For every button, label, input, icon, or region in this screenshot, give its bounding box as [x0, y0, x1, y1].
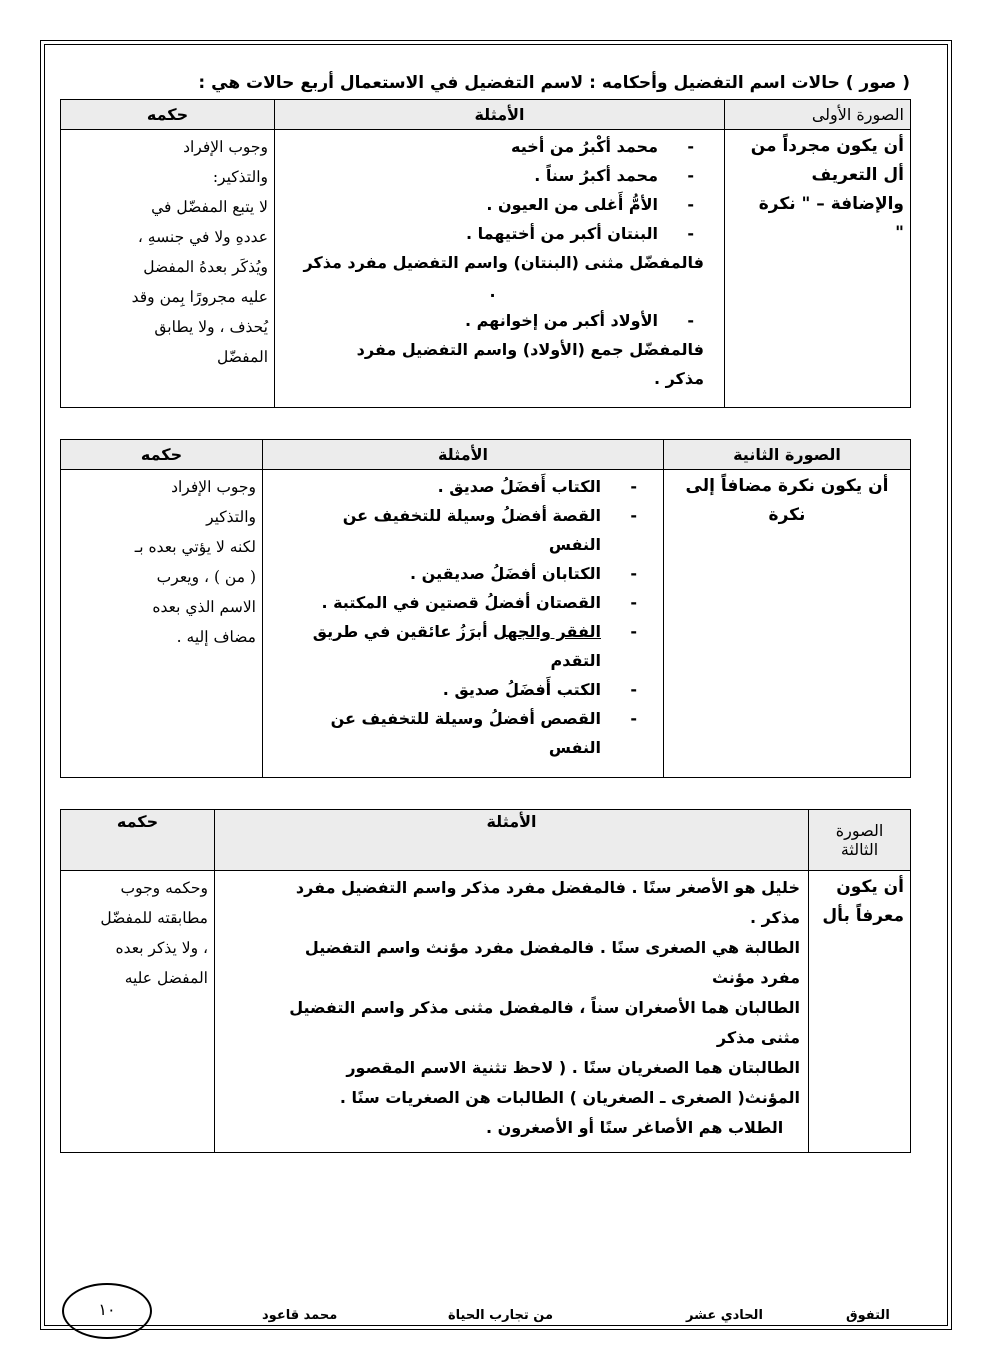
note-line: فالمفضّل جمع (الأولاد) واسم التفضيل مفرد [356, 340, 704, 359]
rule-line: والتذكير: [212, 168, 268, 186]
rule-line: عليه مجرورًا بِمن وقد [131, 288, 268, 306]
header-examples: الأمثلة [275, 100, 725, 130]
form-line: أن يكون [836, 877, 904, 897]
rule-line: لكنه لا يؤتي بعده بـ [134, 538, 256, 556]
example-line: خليل هو الأصغر سنًا . فالمفضل مفرد مذكر واسم التفضيل مفرد [295, 878, 800, 897]
rule-line: ( من ) ، ويعرب [156, 568, 256, 586]
form-cell [725, 130, 911, 408]
example-text: - القصة أفضلُ وسيلة للتخفيف عن [342, 506, 601, 525]
example-line: مفرد مؤنث [711, 968, 800, 987]
example-text: القصتان أفضلُ قصتين في المكتبة . [321, 593, 601, 612]
example-line: الطالبة هي الصغرى سنًا . فالمفضل مفرد مؤنث واسم التفضيل [304, 938, 800, 957]
example-item [269, 588, 647, 617]
rule-line: المفضّل [216, 348, 268, 366]
header-rule: حكمه [61, 100, 275, 130]
example-text: أبرَزُ عائقين في طريق [312, 622, 494, 641]
header-form: الصورة الثانية [664, 440, 911, 470]
example-item [269, 501, 647, 559]
example-note [281, 248, 704, 306]
examples-cell [275, 130, 725, 408]
example-text: - القصص أفضلُ وسيلة للتخفيف عن [330, 709, 601, 728]
note-line: . [489, 282, 496, 301]
header-examples: الأمثلة [263, 440, 664, 470]
rule-line: وحكمه وجوب [120, 879, 208, 897]
form-line: أل التعريف [811, 165, 904, 185]
example-item: - محمد أكبرُ سناً . [281, 161, 704, 190]
examples-cell [215, 871, 809, 1153]
form-line: نكرة [768, 505, 806, 525]
example-text: الكتابان أفضَلُ صديقين . [410, 564, 601, 583]
form-line: أن يكون نكرة مضافاً إلى [685, 476, 889, 496]
header-rule: حكمه [61, 440, 263, 470]
example-line: مثنى مذكر [716, 1028, 800, 1047]
example-item [269, 704, 647, 762]
page-heading: ( صور ) حالات اسم التفضيل وأحكامه : لاسم التفضيل في الاستعمال أربع حالات هي : [198, 73, 910, 93]
header-form-line: الثالثة [840, 840, 879, 859]
example-text: النفس [548, 738, 601, 757]
page-number: ١٠ [62, 1283, 152, 1339]
footer-item: محمد قاعود [262, 1308, 338, 1323]
form-cell [809, 871, 911, 1153]
example-line: المؤنث( الصغرى ـ الصغريان ) الطالبات هن الصغريات سنًا . [339, 1088, 800, 1107]
rule-line: يُحذف ، ولا يطابق [154, 318, 268, 336]
underlined-subject: الفقر والجهل [493, 622, 601, 641]
rule-line: وجوب الإفراد [171, 478, 256, 496]
rule-cell [61, 871, 215, 1153]
example-text: الكتاب أَفضَلُ صديق . [437, 477, 601, 496]
rule-line: عددهِ ولا في جنسهِ ، [137, 228, 268, 246]
rule-line: مطابقته للمفضّل [100, 909, 208, 927]
example-item [269, 675, 647, 704]
example-note [281, 335, 704, 393]
rule-line: لا يتبع المفضّل في [151, 198, 268, 216]
rule-line: المفضل عليه [124, 969, 208, 987]
table-second-form [60, 439, 911, 778]
form-line: معرفاً بأل [822, 906, 904, 926]
table-first-form [60, 99, 911, 408]
rule-line: ويُذكَر بعدهُ المفضل [143, 258, 268, 276]
form-line: أن يكون مجرداً من [750, 136, 904, 156]
footer-item: من تجارب الحياة [448, 1308, 554, 1323]
rule-line: الاسم الذي بعده [152, 598, 256, 616]
examples-cell [263, 470, 664, 778]
header-form-line: الصورة [835, 821, 884, 840]
example-line: الطالبان هما الأصغران سناً ، فالمفضل مثنى مذكر واسم التفضيل [289, 998, 800, 1017]
form-line: " [895, 223, 904, 243]
header-form: الصورة الأولى [725, 100, 911, 130]
example-line: الطالبتان هما الصغريان سنًا . ( لاحظ تثنية الاسم المقصور [346, 1058, 800, 1077]
example-item [269, 472, 647, 501]
example-item: - الأولاد أكبر من إخوانهم . [281, 306, 704, 335]
header-rule: حكمه [61, 810, 215, 871]
rule-line: والتذكير [206, 508, 256, 526]
example-line: الطلاب هم الأصاغر سنًا أو الأصغرون . [485, 1118, 800, 1137]
rule-cell [61, 470, 263, 778]
rule-cell [61, 130, 275, 408]
example-text: النفس [548, 535, 601, 554]
table-third-form [60, 809, 911, 1153]
example-item: - البنتان أكبر من أختيهما . [281, 219, 704, 248]
example-item: - الأمُّ أَغلى من العيون . [281, 190, 704, 219]
example-item: - محمد أكْبرُ من أخيه [281, 132, 704, 161]
form-line: والإضافة – " نكرة [758, 194, 904, 214]
example-text: الكتب أَفضَلُ صديق . [442, 680, 601, 699]
rule-line: ، ولا يذكر بعده [115, 939, 208, 957]
note-line: مذكر . [653, 369, 704, 388]
header-form [809, 810, 911, 871]
footer-item: التفوق [846, 1308, 890, 1323]
example-item [269, 617, 647, 675]
footer-item: الحادي عشر [686, 1308, 763, 1323]
example-item [269, 559, 647, 588]
example-line: مذكر . [749, 908, 800, 927]
form-cell [664, 470, 911, 778]
example-text: التقدم [550, 651, 601, 670]
note-line: فالمفضّل مثنى (البنتان) واسم التفضيل مفرد مذكر [303, 253, 704, 272]
header-examples: الأمثلة [215, 810, 809, 871]
rule-line: مضاف إليه . [176, 628, 256, 646]
rule-line: وجوب الإفراد [183, 138, 268, 156]
